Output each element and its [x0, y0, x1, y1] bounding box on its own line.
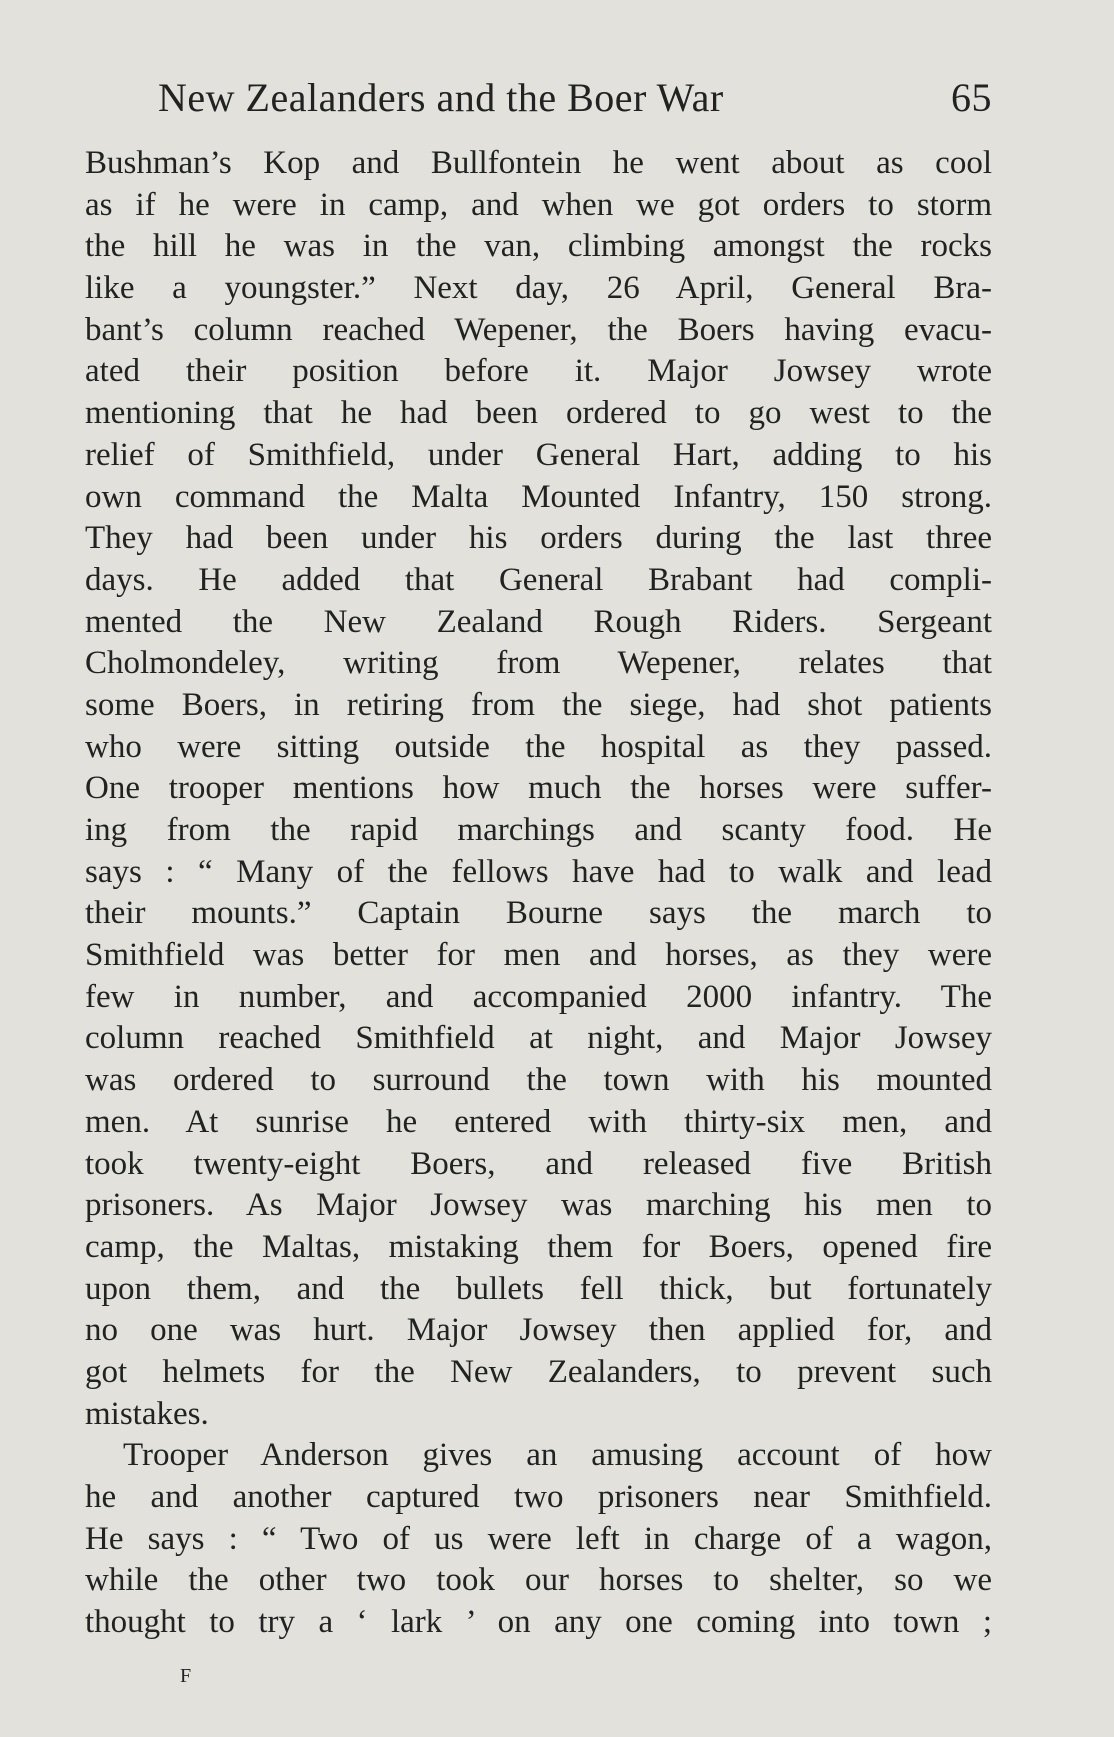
- text-line: ing from the rapid marchings and scanty food. He: [85, 812, 992, 848]
- text-line: took twenty-eight Boers, and released five British: [85, 1145, 992, 1182]
- text-line: he and another captured two prisoners near Smithfield.: [85, 1479, 992, 1515]
- text-line: own command the Malta Mounted Infantry, 150 strong.: [85, 478, 992, 515]
- text-line: bant’s column reached Wepener, the Boers having evacu-: [85, 311, 992, 348]
- text-line: thought to try a ‘ lark ’ on any one coming into town ;: [85, 1604, 992, 1641]
- text-line: their mounts.” Captain Bourne says the march to: [85, 895, 992, 932]
- text-line: relief of Smithfield, under General Hart, adding to his: [85, 436, 992, 473]
- text-line: mented the New Zealand Rough Riders. Sergeant: [85, 603, 992, 640]
- text-line: One trooper mentions how much the horses were suffer-: [85, 770, 992, 807]
- text-line: Bushman’s Kop and Bullfontein he went about as cool: [85, 145, 992, 181]
- text-line: no one was hurt. Major Jowsey then applied for, and: [85, 1312, 992, 1349]
- text-line: Smithfield was better for men and horses, as they were: [85, 937, 992, 974]
- text-line: They had been under his orders during the last three: [85, 520, 992, 557]
- text-line: some Boers, in retiring from the siege, had shot patients: [85, 686, 992, 723]
- text-line: says : “ Many of the fellows have had to walk and lead: [85, 853, 992, 890]
- text-line: men. At sunrise he entered with thirty-six men, and: [85, 1103, 992, 1140]
- paragraph-start-line: Trooper Anderson gives an amusing account of how: [123, 1437, 992, 1474]
- body-text: [85, 143, 992, 1644]
- text-line: days. He added that General Brabant had compli-: [85, 561, 992, 598]
- page-number: 65: [951, 75, 992, 120]
- text-line: got helmets for the New Zealanders, to prevent such: [85, 1353, 992, 1390]
- text-line: ated their position before it. Major Jowsey wrote: [85, 353, 992, 390]
- text-line: as if he were in camp, and when we got orders to storm: [85, 186, 992, 223]
- text-line: few in number, and accompanied 2000 infantry. The: [85, 978, 992, 1015]
- text-line: the hill he was in the van, climbing amongst the rocks: [85, 228, 992, 265]
- signature-mark: F: [180, 1665, 193, 1687]
- text-line: was ordered to surround the town with his mounted: [85, 1062, 992, 1099]
- text-line: upon them, and the bullets fell thick, but fortunately: [85, 1270, 992, 1307]
- text-line: mentioning that he had been ordered to go west to the: [85, 395, 992, 432]
- text-line: Cholmondeley, writing from Wepener, relates that: [85, 645, 992, 682]
- running-head: [158, 72, 992, 124]
- text-line: prisoners. As Major Jowsey was marching his men to: [85, 1187, 992, 1224]
- text-line: He says : “ Two of us were left in charge of a wagon,: [85, 1520, 992, 1557]
- text-line: while the other two took our horses to shelter, so we: [85, 1562, 992, 1599]
- running-title: New Zealanders and the Boer War: [158, 75, 724, 120]
- text-line: camp, the Maltas, mistaking them for Boers, opened fire: [85, 1228, 992, 1265]
- text-line: like a youngster.” Next day, 26 April, General Bra-: [85, 270, 992, 307]
- text-line: who were sitting outside the hospital as they passed.: [85, 728, 992, 765]
- paragraph-end-line: mistakes.: [85, 1395, 209, 1432]
- text-line: column reached Smithfield at night, and Major Jowsey: [85, 1020, 992, 1057]
